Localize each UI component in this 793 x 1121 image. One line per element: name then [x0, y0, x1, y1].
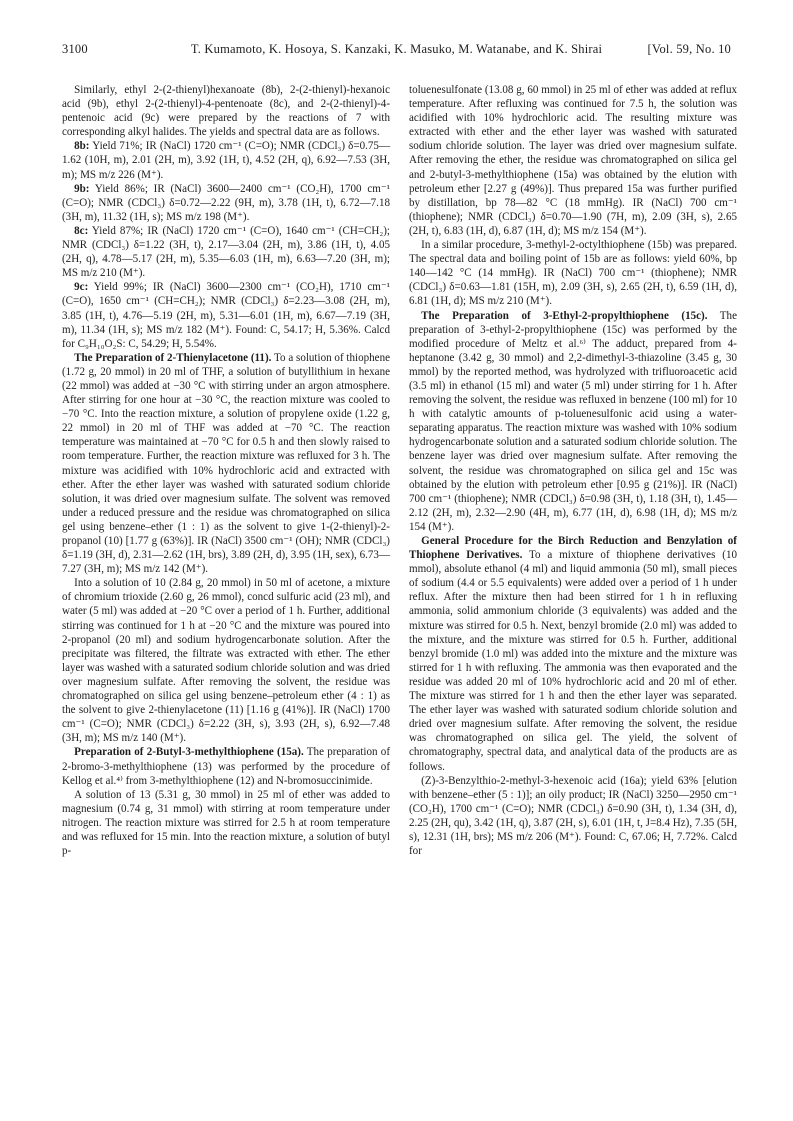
paragraph-text: Yield 87%; IR (NaCl) 1720 cm⁻¹ (C=O), 1640 cm⁻¹ (CH=CH₂); NMR (CDCl₃) δ=1.22 (3H, t), 2.17—3.04 (2H, m), 3.86 (1H, t), 4.05 (2H, q), 4.78—5.17 (2H, m), 5.35—6.03 (1H, m), 6.63—7.20 (3H, m); MS m/z 210 (M⁺).: [62, 224, 390, 280]
compound-label: 9c:: [74, 281, 89, 294]
section-heading: Preparation of 2-Butyl-3-methylthiophene (15a).: [74, 746, 304, 759]
compound-label: 9b:: [74, 182, 90, 195]
paragraph-text: Yield 99%; IR (NaCl) 3600—2300 cm⁻¹ (CO₂H), 1710 cm⁻¹ (C=O), 1650 cm⁻¹ (CH=CH₂); NMR (CDCl₃) δ=2.23—3.08 (2H, m), 3.85 (1H, t), 4.76—5.19 (2H, m), 5.31—6.01 (1H, m), 6.67—7.19 (3H, m), 11.34 (1H, s); MS m/z 182 (M⁺). Found: C, 54.17; H, 5.36%. Calcd for C₉H₁₀O₂S: C, 54.29; H, 5.54%.: [62, 281, 390, 350]
compound-label: 8b:: [74, 140, 90, 153]
paragraph: In a similar procedure, 3-methyl-2-octylthiophene (15b) was prepared. The spectral data and boiling point of 15b are as follows: yield 60%, bp 140—142 °C (14 mmHg). IR (NaCl) 700 cm⁻¹ (thiophene); NMR (CDCl₃) δ=0.63—1.81 (15H, m), 2.09 (3H, s), 2.65 (2H, t), 6.59 (1H, d), 6.81 (1H, d); MS m/z 210 (M⁺).: [409, 239, 737, 308]
running-authors: T. Kumamoto, K. Hosoya, S. Kanzaki, K. Masuko, M. Watanabe, and K. Shirai: [190, 42, 603, 56]
paragraph-text: To a mixture of thiophene derivatives (10 mmol), absolute ethanol (4 ml) and liquid ammonia (50 ml), small pieces of sodium (4.4 or 5.5 equivalents) were added over a period of 1 h under reflux. After the mixture then had been stirred for 1 h in refluxing ammonia, solid ammonium chloride (3 equivalents) was added and the mixture was stirred for 0.5 h. Next, benzyl bromide (2.0 ml) was added to the mixture, and the mixture was stirred for 0.5 h. Further, additional benzyl bromide (1.0 ml) was added into the mixture and the mixture was stirred for 1 h with refluxing. The ammonia was then evaporated and the residue was added 20 ml of 10% hydrochloric acid and 20 ml of ether. The mixture was stirred for 1 h and then the ether layer was separated. The ether layer was washed with saturated sodium chloride solution and dried over magnesium sulfate. After removing the solvent, the residue was chromatographed on silica gel. The yield, the solvent of chromatography, spectral data, and analytical data of the products are as follows.: [409, 549, 737, 773]
compound-label: 8c:: [74, 224, 89, 237]
paragraph-text: Yield 71%; IR (NaCl) 1720 cm⁻¹ (C=O); NMR (CDCl₃) δ=0.75—1.62 (10H, m), 2.01 (2H, m), 3.92 (1H, t), 4.52 (2H, q), 6.92—7.53 (3H, m); MS m/z 226 (M⁺).: [62, 140, 390, 181]
paragraph-text: To a solution of thiophene (1.72 g, 20 mmol) in 20 ml of THF, a solution of butyllithium in hexane (22 mmol) was added at −30 °C with stirring under an argon atmosphere. After stirring for one hour at −30 °C, the reaction mixture was cooled to −70 °C. Into the reaction mixture, a solution of propylene oxide (1.22 g, 22 mmol) in 20 ml of THF was added at −70 °C. The reaction temperature was maintained at −70 °C for 0.5 h and then slowly raised to room temperature. Further, the reaction mixture was refluxed for 3 h. The mixture was acidified with 10% hydrochloric acid and extracted with ether. After the ether layer was washed with saturated sodium chloride solution, it was dried over magnesium sulfate. The solvent was removed under a reduced pressure and the residue was chromatographed on silica gel using benzene–ether (1 : 1) as the solvent to give 1-(2-thienyl)-2-propanol (10) [1.77 g (63%)]. IR (NaCl) 3500 cm⁻¹ (OH); NMR (CDCl₃) δ=1.19 (3H, d), 2.31—2.62 (1H, brs), 3.89 (2H, d), 3.95 (1H, sex), 6.73—7.27 (3H, m); MS m/z 142 (M⁺).: [62, 351, 390, 576]
paragraph: A solution of 13 (5.31 g, 30 mmol) in 25 ml of ether was added to magnesium (0.74 g, 31 mmol) with stirring at room temperature under nitrogen. The reaction mixture was stirred for 2.5 h at room temperature and was refluxed for 15 min. Into the reaction mixture, a solution of butyl p-: [62, 788, 390, 858]
section-heading: General Procedure for the Birch Reduction and Benzylation of Thiophene Derivatives.: [409, 535, 737, 562]
paragraph: [62, 280, 390, 350]
paragraph: Into a solution of 10 (2.84 g, 20 mmol) in 50 ml of acetone, a mixture of chromium trioxide (2.60 g, 26 mmol), concd sulfuric acid (23 ml), and water (5 ml) was added at −20 °C over a period of 1 h. Further, additional stirring was continued for 1 h at −20 °C and the mixture was poured into 2-propanol (20 ml) and sodium hydrogencarbonate solution. After the precipitate was filtered, the filtrate was extracted with ether. The ether layer was washed with a saturated sodium chloride solution and was dried over magnesium sulfate. After removing the solvent, the residue was chromatographed on silica gel using benzene–petroleum ether (4 : 1) as the solvent to give 2-thienylacetone (11) [1.16 g (41%)]. IR (NaCl) 1700 cm⁻¹ (C=O); NMR (CDCl₃) δ=2.22 (3H, s), 3.93 (2H, s), 6.92—7.48 (3H, m); MS m/z 140 (M⁺).: [62, 577, 390, 745]
page-number: 3100: [62, 42, 88, 56]
paragraph: [62, 745, 390, 787]
paragraph: toluenesulfonate (13.08 g, 60 mmol) in 25 ml of ether was added at reflux temperature. After refluxing was continued for 7.5 h, the solution was acidified with 10% hydrochloric acid. The resulting mixture was extracted with ether and the ether layer was washed with saturated sodium chloride solution. The layer was dried over magnesium sulfate. After removing the ether, the residue was chromatographed on silica gel and 2-butyl-3-methylthiophene (15a) was obtained by the elution with petroleum ether [2.27 g (49%)]. Thus prepared 15a was further purified by distillation, bp 78—82 °C (18 mmHg). IR (NaCl) 700 cm⁻¹ (thiophene); NMR (CDCl₃) δ=0.70—1.90 (7H, m), 2.09 (3H, s), 2.65 (2H, t), 6.83 (1H, d), 6.87 (1H, d); MS m/z 154 (M⁺).: [409, 84, 737, 237]
paragraph: [62, 351, 390, 577]
section-heading: The Preparation of 3-Ethyl-2-propylthiophene (15c).: [421, 309, 708, 322]
volume-issue: [Vol. 59, No. 10: [647, 42, 731, 56]
left-column: [62, 83, 390, 858]
paragraph-text: The preparation of 2-bromo-3-methylthiophene (13) was performed by the procedure of Kellog et al.⁴⁾ from 3-methylthiophene (12) and N-bromosuccinimide.: [62, 746, 390, 787]
running-header: [62, 42, 731, 62]
paragraph-text: Yield 86%; IR (NaCl) 3600—2400 cm⁻¹ (CO₂H), 1700 cm⁻¹ (C=O); NMR (CDCl₃) δ=0.72—2.22 (9H, m), 3.78 (1H, t), 6.72—7.18 (3H, m), 11.32 (1H, s); MS m/z 198 (M⁺).: [62, 182, 390, 223]
paragraph: Similarly, ethyl 2-(2-thienyl)hexanoate (8b), 2-(2-thienyl)-hexanoic acid (9b), ethyl 2-(2-thienyl)-4-pentenoate (8c), and 2-(2-thienyl)-4-pentenoic acid (9c) were prepared by the reactions of 7 with corresponding alkyl halides. The yields and spectral data are as follows.: [62, 84, 390, 139]
paragraph: [409, 309, 737, 535]
paragraph: [62, 139, 390, 181]
paragraph: [409, 534, 737, 774]
paragraph: [62, 224, 390, 280]
section-heading: The Preparation of 2-Thienylacetone (11).: [74, 351, 272, 364]
paragraph: [62, 182, 390, 224]
paragraph: (Z)-3-Benzylthio-2-methyl-3-hexenoic acid (16a); yield 63% [elution with benzene–ether (5 : 1)]; an oily product; IR (NaCl) 3250—2950 cm⁻¹ (CO₂H), 1700 cm⁻¹ (C=O); NMR (CDCl₃) δ=0.90 (3H, t), 1.34 (3H, d), 2.25 (2H, qu), 3.42 (1H, q), 3.87 (2H, s), 6.01 (1H, t, J=8.4 Hz), 7.35 (5H, s), 12.31 (1H, brs); MS m/z 206 (M⁺). Found: C, 67.06; H, 7.72%. Calcd for: [409, 774, 737, 858]
paragraph-text: The preparation of 3-ethyl-2-propylthiophene (15c) was performed by the modified procedure of Meltz et al.⁶⁾ The adduct, prepared from 4-heptanone (3.42 g, 30 mmol) and 2,2-dimethyl-3-thiazoline (3.45 g, 30 mmol) by the reported method, was hydrolyzed with trifluoroacetic acid (3.5 ml) in ethanol (15 ml) and water (5 ml) under stirring for 1 h. After removing the solvent, the residue was refluxed in benzene (100 ml) for 10 h with catalytic amounts of p-toluenesulfonic acid using a water-separating apparatus. The reaction mixture was washed with 10% sodium hydrogencarbonate solution and a saturated sodium chloride solution. The benzene layer was dried over magnesium sulfate. After removing the solvent, the residue was chromatographed on silica gel and 15c was obtained by the elution with petroleum ether [0.95 g (21%)]. IR (NaCl) 700 cm⁻¹ (thiophene); NMR (CDCl₃) δ=0.98 (3H, t), 1.18 (3H, t), 1.45—2.12 (2H, m), 2.32—2.90 (4H, m), 6.77 (1H, d), 6.98 (1H, d); MS m/z 154 (M⁺).: [409, 309, 737, 533]
right-column: [409, 83, 737, 858]
